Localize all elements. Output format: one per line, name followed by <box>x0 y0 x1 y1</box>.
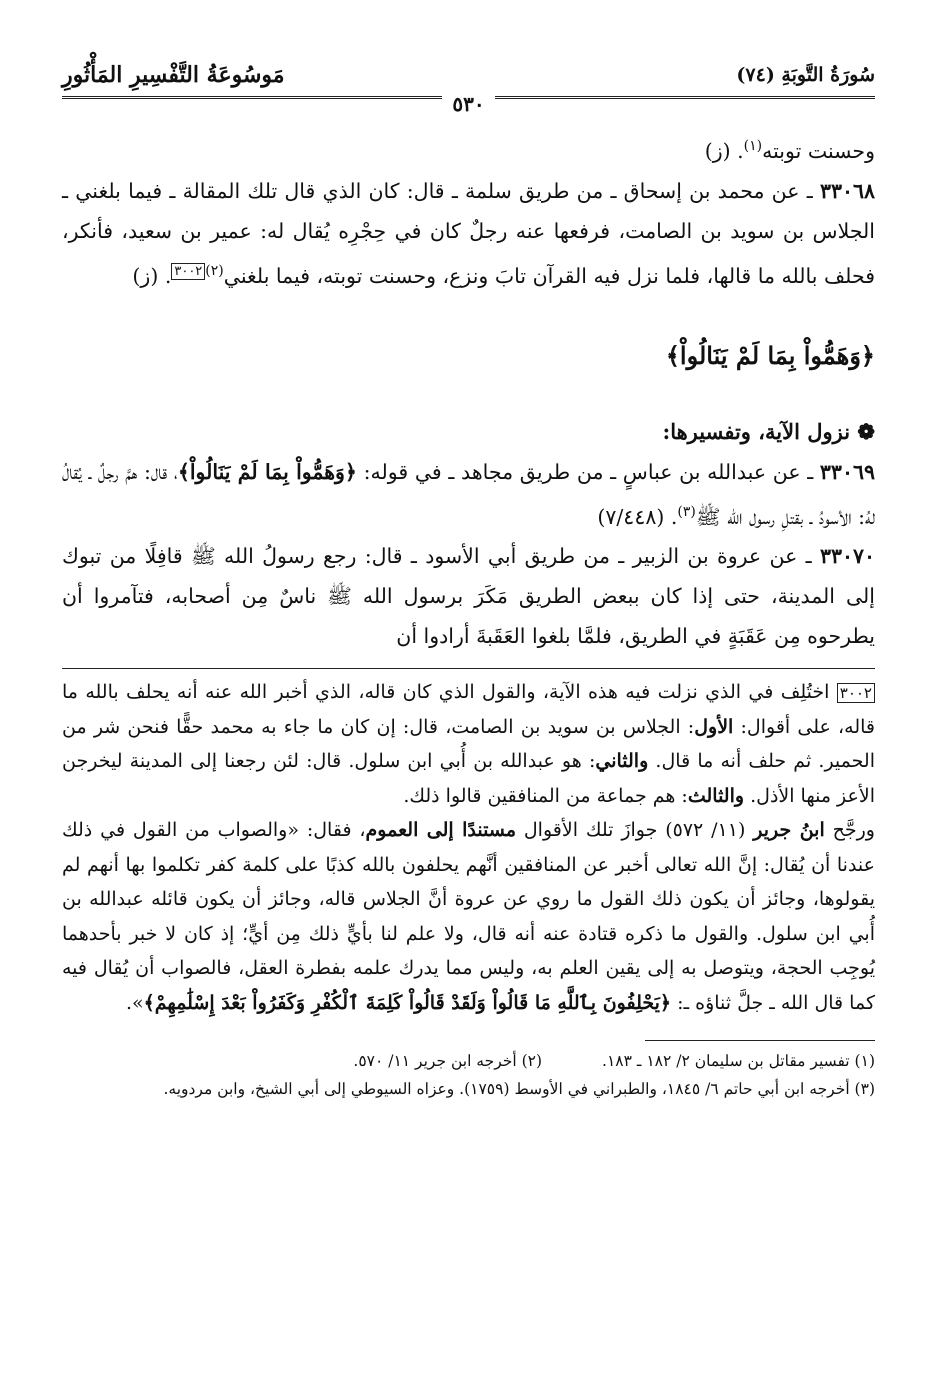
quran-quote: ﴿وَهَمُّواْ بِمَا لَمْ يَنَالُواْ﴾ <box>177 459 357 484</box>
footnote-ref: (٢) <box>205 262 224 279</box>
surah-title: سُورَةُ التَّوبَةِ (٧٤) <box>736 64 875 86</box>
footnote-ref: (١) <box>743 138 763 154</box>
book-page <box>62 40 875 1103</box>
main-text <box>62 126 875 656</box>
footnote-ref: (٣) <box>677 503 696 520</box>
verse-heading: ﴿وَهَمُّواْ بِمَا لَمْ يَنَالُواْ﴾ <box>665 340 875 370</box>
footnote-1: (١) تفسير مقاتل بن سليمان ٢/ ١٨٢ ـ ١٨٣. <box>602 1052 875 1071</box>
commentary-notes <box>62 675 875 1020</box>
note-3002: ٣٠٠٢ اختُلِف في الذي نزلت فيه هذه الآية، والقول الذي كان قاله، الذي أخبر الله عنه أنه يحلف بالله ما قاله، على أقوال: الأول: الجلاس بن سويد بن الصامت، قال: إن كان ما جاء به محمد حقًّا فنحن شر من الحمير. ثم حلف أنه ما قال. والثاني: هو عبدالله بن أُبي ابن سلول. قال: لئن رجعنا إلى المدينة ليخرجن الأعز منها الأذل. والثالث: هم جماعة من المنافقين قالوا ذلك. <box>62 681 875 807</box>
tarjih-paragraph: ورجَّح ابنُ جرير (١١/ ٥٧٢) جوازَ تلك الأقوال مستندًا إلى العموم، فقال: «والصواب من القول في ذلك عندنا أن يُقال: إنَّ الله تعالى أخبر عن المنافقين أنَّهم يحلفون بالله كذبًا على كلمة كفر تكلموا بها أنهم لم يقولوها، وجائز أن يكون ذلك القول ما روي عن عروة أنَّ الجلاس قاله، وجائز أن يكون قائله عبدالله بن أُبي ابن سلول. والقول ما ذكره قتادة عنه أنه قال، ولا علم لنا بأيٍّ ذلك مِن أيٍّ؛ إذ كان لا خبر بأحدهما يُوجِب الحجة، ويتوصل به إلى يقين العلم به، وليس مما يدرك علمه بفطرة العقل، فالصواب أن يُقال فيه كما قال الله ـ جلَّ ثناؤه ـ: ﴿يَحْلِفُونَ بِٱللَّهِ مَا قَالُواْ وَلَقَدْ قَالُواْ كَلِمَةَ ٱلْكُفْرِ وَكَفَرُواْ بَعْدَ إِسْلَٰمِهِمْ﴾». <box>62 819 876 1014</box>
book-title: مَوسُوعَةُ التَّفْسِيرِ المَأْثُورِ <box>62 62 285 88</box>
continuation-line: وحسنت توبته$^{(١)}$. (ز) <box>704 138 875 163</box>
narration-33068: ٣٣٠٦٨ ـ عن محمد بن إسحاق ـ من طريق سلمة ـ قال: كان الذي قال تلك المقالة ـ فيما بلغني ـ الجلاس بن سويد بن الصامت، فرفعها عنه رجلٌ كان في حِجْرِه يُقال له: عمير بن سعيد، فأنكر، فحلف بالله ما قالها، فلما نزل فيه القرآن تابَ ونزع، وحسنت توبته، فيما بلغني$^{(٢)٣٠٠٢}$. (ز) <box>62 178 875 288</box>
section-title: ❁ نزول الآية، وتفسيرها: <box>662 418 875 444</box>
footnote-3: (٣) أخرجه ابن أبي حاتم ٦/ ١٨٤٥، والطبراني في الأوسط (١٧٥٩). وعزاه السيوطي إلى أبي الشيخ، وابن مردويه. <box>163 1080 875 1099</box>
footnotes <box>62 1047 875 1103</box>
footnote-2: (٢) أخرجه ابن جرير ١١/ ٥٧٠. <box>353 1052 543 1071</box>
note-ref-box: ٣٠٠٢ <box>171 263 205 280</box>
note-number-box: ٣٠٠٢ <box>837 683 875 703</box>
narration-number: ٣٣٠٦٨ <box>819 178 875 203</box>
footnote-separator <box>645 1040 875 1041</box>
narration-number: ٣٣٠٦٩ <box>819 459 875 484</box>
notes-separator <box>62 668 875 669</box>
narration-33069: ٣٣٠٦٩ ـ عن عبدالله بن عباسٍ ـ من طريق مجاهد ـ في قوله: ﴿وَهَمُّواْ بِمَا لَمْ يَنَالُواْ﴾، قال: همَّ رجلٌ ـ يُقالُ لهُ: الأسودُ ـ بقتلِ رسول الله ﷺ$^{(٣)}$. (٧/٤٤٨) <box>62 459 875 529</box>
quran-quote: ﴿يَحْلِفُونَ بِٱللَّهِ مَا قَالُواْ وَلَقَدْ قَالُواْ كَلِمَةَ ٱلْكُفْرِ وَكَفَرُواْ بَعْدَ إِسْلَٰمِهِمْ﴾ <box>143 991 672 1014</box>
page-number: ٥٣٠ <box>442 92 494 116</box>
narration-number: ٣٣٠٧٠ <box>819 544 875 569</box>
narration-33070: ٣٣٠٧٠ ـ عن عروة بن الزبير ـ من طريق أبي الأسود ـ قال: رجع رسولُ الله ﷺ قافِلًا من تبوك إلى المدينة، حتى إذا كان ببعض الطريق مَكَرَ برسول الله ﷺ ناسٌ مِن أصحابه، فتآمروا أن يطرحوه مِن عَقَبَةٍ في الطريق، فلمَّا بلغوا العَقَبةَ أرادوا أن <box>62 544 875 649</box>
page-header <box>62 40 875 116</box>
